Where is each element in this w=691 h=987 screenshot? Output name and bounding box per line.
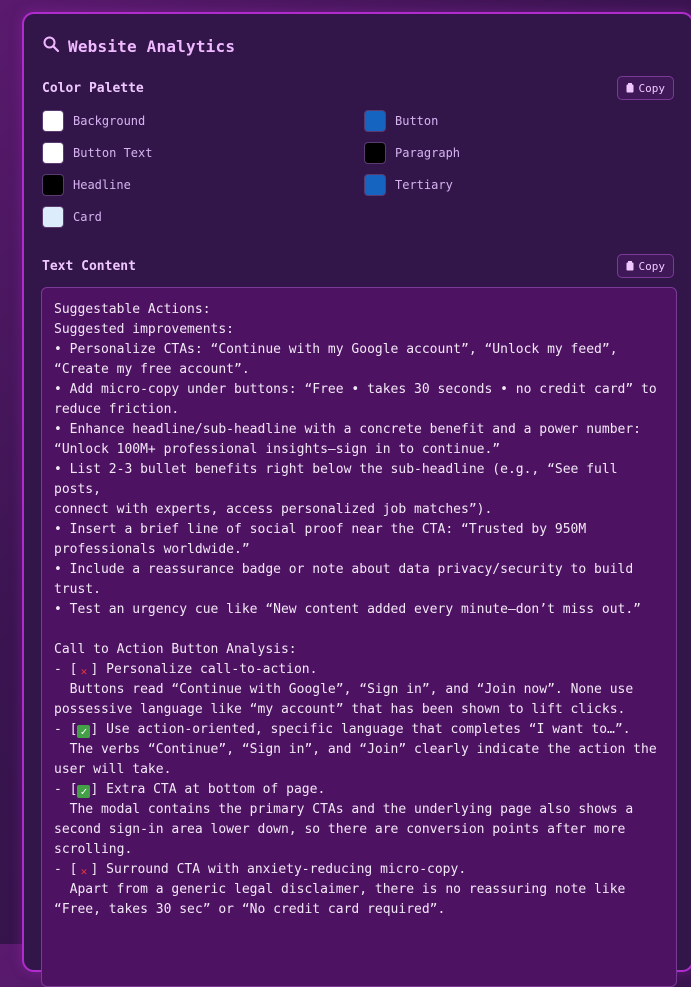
copy-label: Copy	[638, 81, 665, 95]
text-line: second sign-in area lower down, so there are conversion points after more	[54, 822, 626, 837]
copy-palette-button[interactable]	[617, 76, 675, 100]
text-line: - [ ✓ ] Extra CTA at bottom of page.	[54, 782, 326, 798]
text-content-heading: Text Content	[42, 259, 136, 274]
text-line: • Enhance headline/sub-headline with a concrete benefit and a power number:	[54, 422, 641, 437]
color-swatch-label: Button Text	[73, 146, 153, 160]
color-swatch-label: Tertiary	[395, 178, 453, 192]
text-line: Call to Action Button Analysis:	[54, 642, 297, 657]
text-line: connect with experts, access personalized job matches”).	[54, 502, 493, 517]
text-line: “Create my free account”.	[54, 362, 250, 377]
text-line: trust.	[54, 582, 101, 597]
check-icon: ✓	[77, 785, 90, 798]
text-line: professionals worldwide.”	[54, 542, 250, 557]
color-swatch	[364, 174, 386, 196]
color-swatch-label: Paragraph	[395, 146, 461, 160]
copy-text-button[interactable]	[617, 254, 675, 278]
text-content-area[interactable]	[41, 287, 677, 987]
text-line: The verbs “Continue”, “Sign in”, and “Join” clearly indicate the action the	[54, 742, 657, 757]
color-swatch-label: Headline	[73, 178, 131, 192]
text-line: Suggestable Actions:	[54, 302, 211, 317]
color-swatch	[364, 142, 386, 164]
text-line: Apart from a generic legal disclaimer, there is no reassuring note like	[54, 882, 626, 897]
text-line: • Test an urgency cue like “New content added every minute—don’t miss out.”	[54, 602, 641, 617]
cross-icon: ✕	[80, 865, 88, 878]
color-palette-heading: Color Palette	[42, 81, 144, 96]
text-line: - [ ✕ ] Personalize call-to-action.	[54, 662, 318, 678]
color-swatch-label: Card	[73, 210, 102, 224]
color-swatch-item	[364, 174, 453, 196]
color-swatch-item	[364, 142, 460, 164]
text-line: “Unlock 100M+ professional insights—sign in to continue.”	[54, 442, 501, 457]
text-line: reduce friction.	[54, 402, 180, 417]
text-line: - [ ✕ ] Surround CTA with anxiety-reducing micro-copy.	[54, 862, 467, 878]
color-swatch	[42, 206, 64, 228]
copy-label: Copy	[638, 259, 665, 273]
text-line: - [ ✓ ] Use action-oriented, specific language that completes “I want to…”.	[54, 722, 631, 738]
text-line: • Insert a brief line of social proof near the CTA: “Trusted by 950M	[54, 522, 587, 537]
text-line: • Personalize CTAs: “Continue with my Google account”, “Unlock my feed”,	[54, 342, 618, 357]
cross-icon: ✕	[80, 665, 88, 678]
color-swatch-item	[42, 142, 152, 164]
text-line: • Include a reassurance badge or note about data privacy/security to build	[54, 562, 634, 577]
color-swatch	[42, 110, 64, 132]
clipboard-icon	[626, 83, 634, 93]
text-line: user will take.	[54, 762, 172, 777]
text-line: scrolling.	[54, 842, 133, 857]
clipboard-icon	[626, 261, 634, 271]
color-swatch	[364, 110, 386, 132]
text-line: “Free, takes 30 sec” or “No credit card required”.	[54, 902, 446, 917]
color-swatch-label: Button	[395, 114, 439, 128]
text-line: Buttons read “Continue with Google”, “Sign in”, and “Join now”. None use	[54, 682, 634, 697]
color-swatch-item	[42, 206, 102, 228]
color-swatch	[42, 174, 64, 196]
color-swatch-item	[42, 110, 145, 132]
text-line: The modal contains the primary CTAs and the underlying page also shows a	[54, 802, 634, 817]
text-line: • List 2-3 bullet benefits right below the sub-headline (e.g., “See full posts,	[54, 462, 626, 497]
text-line	[54, 620, 664, 640]
color-swatch-item	[42, 174, 131, 196]
panel-header	[42, 34, 235, 58]
page-title: Website Analytics	[68, 36, 236, 56]
analytics-panel	[22, 12, 691, 972]
text-line: possessive language like “my account” that has been shown to lift clicks.	[54, 702, 626, 717]
text-line: Suggested improvements:	[54, 322, 235, 337]
search-icon	[42, 35, 60, 57]
text-line: • Add micro-copy under buttons: “Free • takes 30 seconds • no credit card” to	[54, 382, 657, 397]
check-icon: ✓	[77, 725, 90, 738]
color-swatch-label: Background	[73, 114, 146, 128]
color-swatch	[42, 142, 64, 164]
color-swatch-item	[364, 110, 438, 132]
